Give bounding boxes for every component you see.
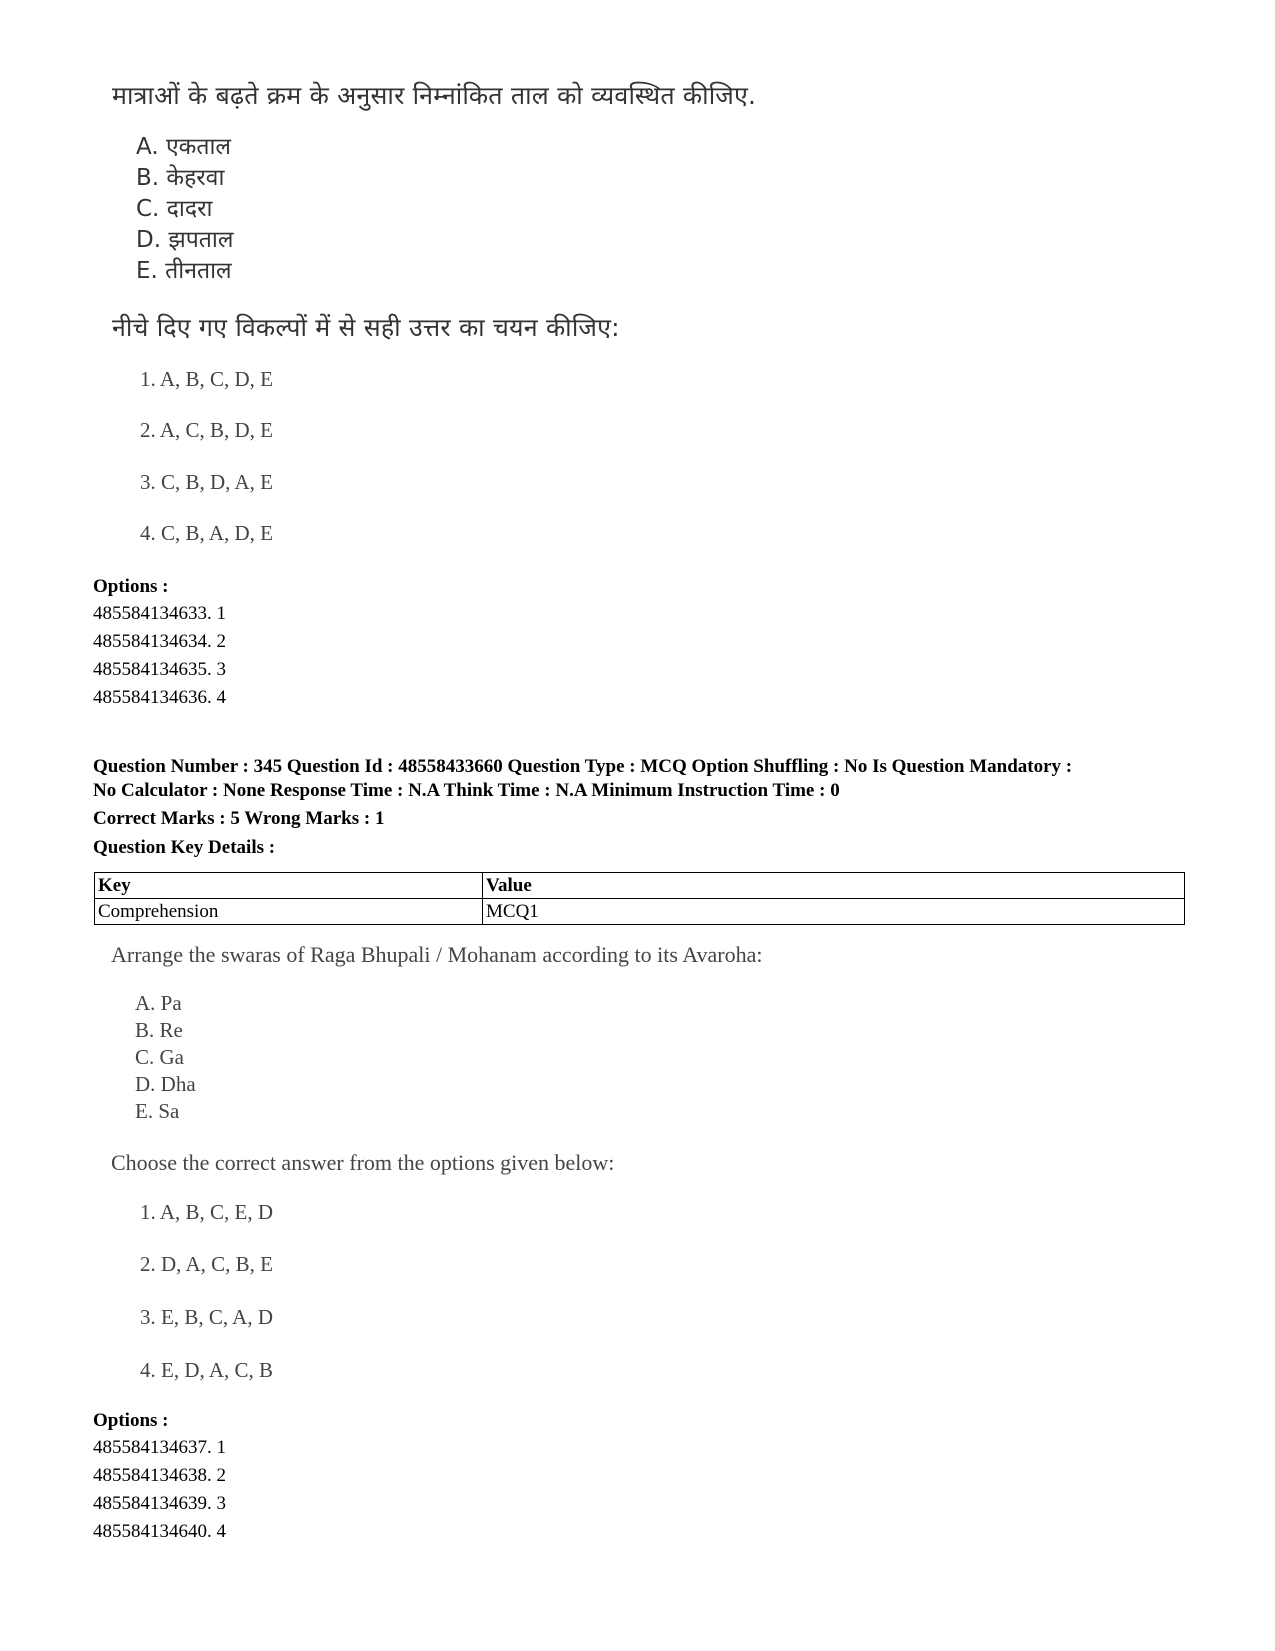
table-header-row <box>95 873 1185 899</box>
q2-key-details-table <box>94 872 1185 925</box>
q1-item: E. तीनताल <box>136 258 232 284</box>
q1-options-label: Options : <box>93 576 169 597</box>
q1-prompt: मात्राओं के बढ़ते क्रम के अनुसार निम्नांकित ताल को व्यवस्थित कीजिए. <box>112 81 757 110</box>
q1-item-list <box>136 132 233 287</box>
q2-prompt: Arrange the swaras of Raga Bhupali / Mohanam according to its Avaroha: <box>111 942 763 967</box>
q1-item: A. एकताल <box>136 134 231 160</box>
q2-marks: Correct Marks : 5 Wrong Marks : 1 <box>93 808 385 829</box>
q1-instruction: नीचे दिए गए विकल्पों में से सही उत्तर का चयन कीजिए: <box>112 313 620 342</box>
q2-key-details-label: Question Key Details : <box>93 837 276 858</box>
q1-item: C. दादरा <box>136 196 213 222</box>
q2-option: 485584134638. 2 <box>93 1465 226 1486</box>
q1-option: 485584134634. 2 <box>93 631 226 652</box>
q1-options-list <box>93 600 226 712</box>
q1-answer-choice: 2. A, C, B, D, E <box>140 418 274 442</box>
q1-option: 485584134636. 4 <box>93 687 226 708</box>
q2-instruction: Choose the correct answer from the options given below: <box>111 1150 615 1175</box>
q2-answer-choice: 1. A, B, C, E, D <box>140 1200 274 1224</box>
q2-answer-choice: 3. E, B, C, A, D <box>140 1305 274 1329</box>
table-header-value: Value <box>483 873 1185 899</box>
q1-option: 485584134635. 3 <box>93 659 226 680</box>
q1-option: 485584134633. 1 <box>93 603 226 624</box>
q1-item: B. केहरवा <box>136 165 225 191</box>
q2-options-list <box>93 1434 226 1546</box>
q2-options-label: Options : <box>93 1410 169 1431</box>
table-row <box>95 899 1185 925</box>
q2-item-list <box>135 990 196 1125</box>
q2-option: 485584134639. 3 <box>93 1493 226 1514</box>
q1-item: D. झपताल <box>136 227 234 253</box>
q1-answer-choice: 1. A, B, C, D, E <box>140 367 274 391</box>
q1-answer-choice: 4. C, B, A, D, E <box>140 521 274 545</box>
q2-answer-choice: 4. E, D, A, C, B <box>140 1358 274 1382</box>
table-cell-value: MCQ1 <box>483 899 1185 925</box>
q2-option: 485584134637. 1 <box>93 1437 226 1458</box>
q2-item: C. Ga <box>135 1045 184 1069</box>
q2-meta-line1: Question Number : 345 Question Id : 48558433660 Question Type : MCQ Option Shuffling : No Is Question Mandatory : <box>93 756 1073 777</box>
q2-item: D. Dha <box>135 1072 196 1096</box>
q2-item: B. Re <box>135 1018 183 1042</box>
q1-answer-choice: 3. C, B, D, A, E <box>140 470 274 494</box>
table-cell-key: Comprehension <box>95 899 483 925</box>
q2-meta-line2: No Calculator : None Response Time : N.A Think Time : N.A Minimum Instruction Time : 0 <box>93 780 840 801</box>
q2-option: 485584134640. 4 <box>93 1521 226 1542</box>
q2-item: A. Pa <box>135 991 182 1015</box>
table-header-key: Key <box>95 873 483 899</box>
q2-answer-choice: 2. D, A, C, B, E <box>140 1252 274 1276</box>
q2-item: E. Sa <box>135 1099 180 1123</box>
